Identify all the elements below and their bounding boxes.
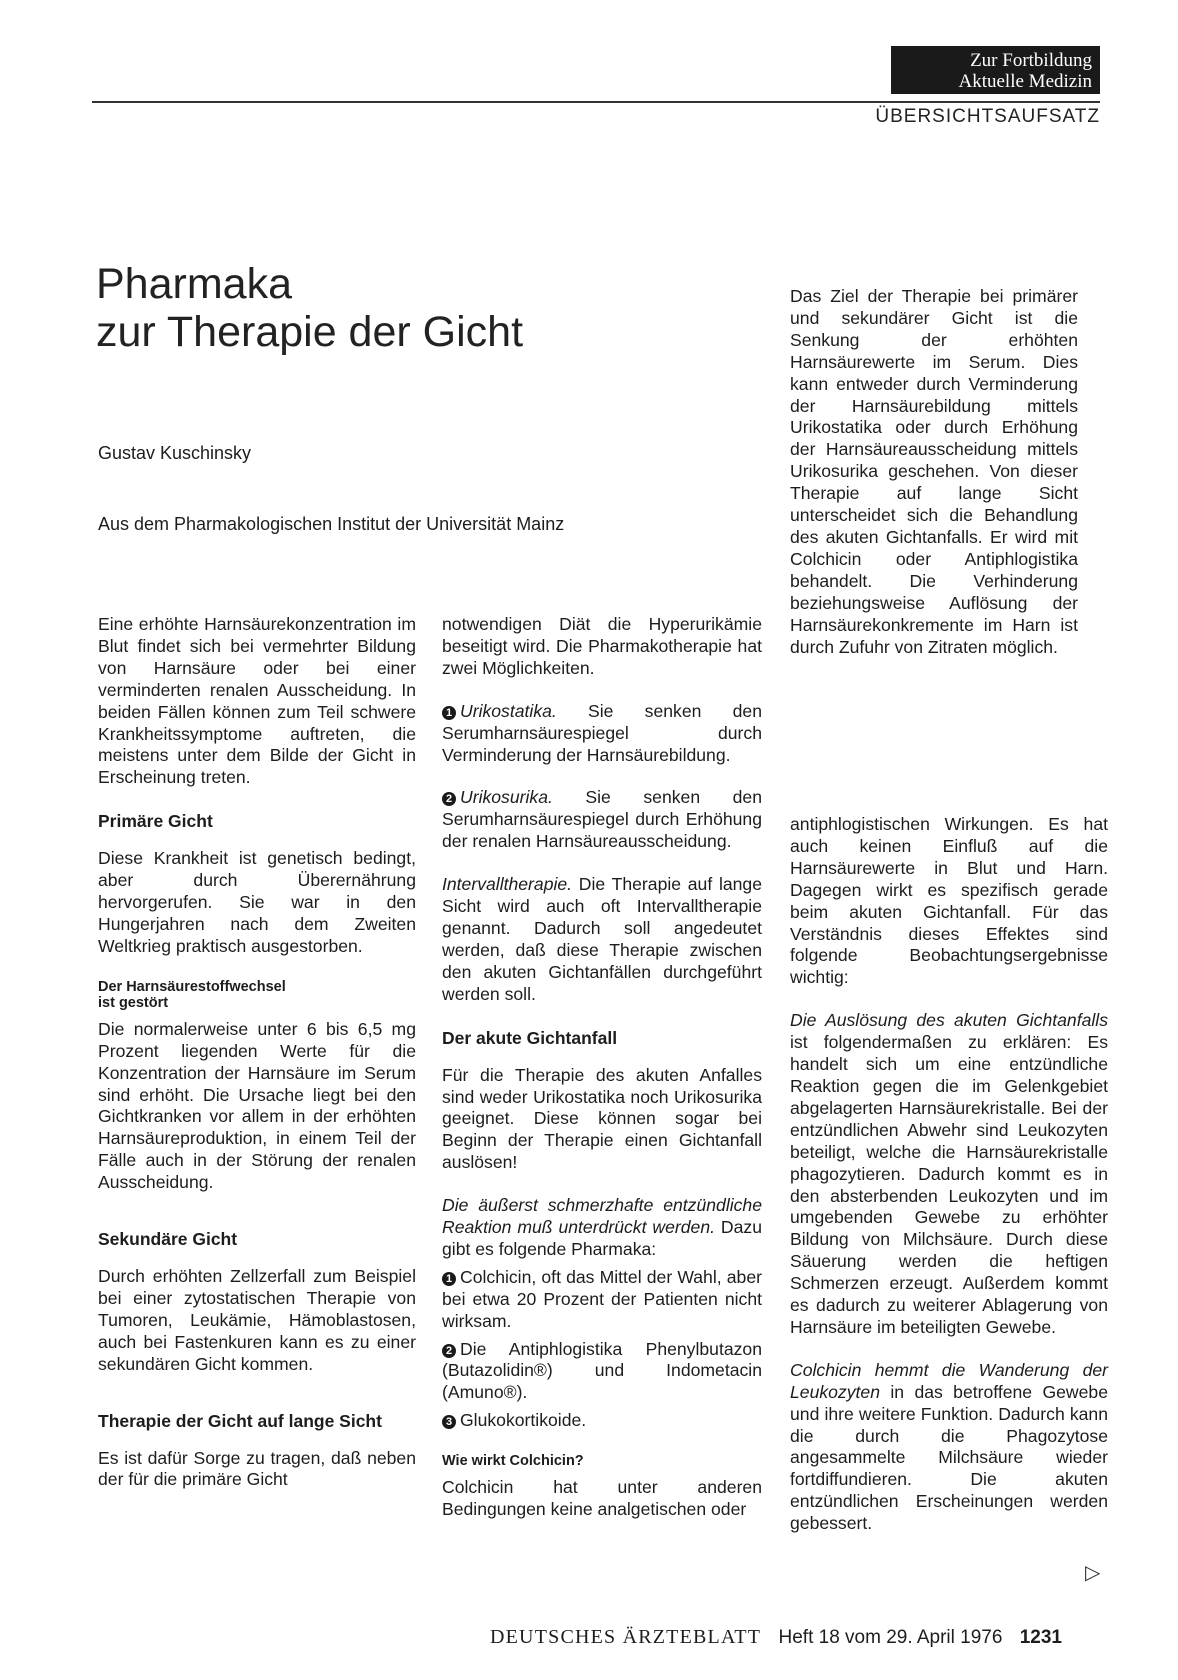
term-ausloesung: Die Auslösung des akuten Gichtanfalls: [790, 1010, 1108, 1031]
paragraph-antiphlogistisch: antiphlogistischen Wirkungen. Es hat auch keinen Einfluß auf die Harnsäurewerte in Blut und Harn. Dagegen wirkt es spezifisch gerade beim akuten Gichtanfall. Für das Verständnis dieses Effektes sind folgende Beobachtungsergebnisse wichtig:: [790, 814, 1108, 988]
text-wanderung: in das betroffene Gewebe und ihre weitere Funktion. Dadurch kann die durch die Phagozytose angesammelte Milchsäure wieder fortdiffundieren. Die akuten entzündlichen Erscheinungen werden gebessert.: [790, 1381, 1108, 1534]
text-ausloesung: ist folgendermaßen zu erklären: Es handelt sich um eine entzündliche Reaktion gegen die im Gelenkgebiet abgelagerten Harnsäurekristalle. Bei der entzündlichen Abwehr sind Leukozyten beteiligt, welche die Harnsäurekristalle phagozytieren. Dadurch kommt es in den absterbenden Leukozyten und im umgebenden Gewebe zu erhöhter Bildung von Milchsäure. Durch diese Säuerung werden die heftigen Schmerzen erzeugt. Außerdem kommt es dadurch zu weiterer Ablagerung von Harnsäure im beteiligten Gewebe.: [790, 1032, 1108, 1337]
page-number: 1231: [1019, 1627, 1062, 1648]
text-urikostatika: Sie senken den Serumharnsäurespiegel durch Verminderung der Harnsäurebildung.: [442, 700, 762, 765]
text-list-2: Die Antiphlogistika Phenylbutazon (Butazolidin®) und Indometacin (Amuno®).: [442, 1338, 762, 1403]
header-rule: [92, 101, 1100, 103]
number-1-icon: 1: [442, 706, 456, 720]
title-line-2: zur Therapie der Gicht: [96, 308, 524, 356]
issue-info: Heft 18 vom 29. April 1976: [778, 1627, 1003, 1648]
number-2-icon: 2: [442, 1344, 456, 1358]
paragraph-intervalltherapie: [442, 874, 762, 1005]
heading-akuter-gichtanfall: Der akute Gichtanfall: [442, 1027, 618, 1048]
list-item-glukokortikoide: [442, 1410, 762, 1432]
category-badge: [891, 46, 1100, 94]
paragraph-ausloesung: [790, 1010, 1108, 1339]
list-item-antiphlogistika: [442, 1339, 762, 1405]
paragraph-primaere-gicht: Diese Krankheit ist genetisch bedingt, aber durch Überernährung hervorgerufen. Sie war in den Hungerjahren nach dem Zweiten Weltkrieg praktisch ausgestorben.: [98, 848, 416, 956]
text-intervalltherapie: Die Therapie auf lange Sicht wird auch oft Intervalltherapie genannt. Dadurch soll angedeutet werden, daß diese Therapie zwischen den akuten Gichtanfällen durchgeführt werden soll.: [442, 874, 762, 1004]
term-urikosurika: Urikosurika.: [460, 787, 553, 808]
badge-line-2: Aktuelle Medizin: [958, 71, 1092, 92]
heading-stoff-line-2: ist gestört: [98, 994, 169, 1011]
paragraph-harnsaeurestoffwechsel: Die normalerweise unter 6 bis 6,5 mg Prozent liegenden Werte für die Konzentration der Harnsäure im Serum sind erhöht. Die Ursache liegt bei den Gichtkranken vor allem in der erhöhten Harnsäureproduktion, in einem Teil der Fälle auch in der Störung der renalen Ausscheidung.: [98, 1018, 416, 1193]
number-2-icon: 2: [442, 792, 456, 806]
title-line-1: Pharmaka: [96, 260, 292, 308]
heading-primaere-gicht: Primäre Gicht: [98, 811, 213, 832]
text-urikosurika: Sie senken den Serumharnsäurespiegel durch Erhöhung der renalen Harnsäureausscheidung.: [442, 787, 762, 852]
text-list-1: Colchicin, oft das Mittel der Wahl, aber bei etwa 20 Prozent der Patienten nicht wirksam.: [442, 1266, 762, 1331]
affiliation: Aus dem Pharmakologischen Institut der Universität Mainz: [98, 514, 565, 534]
term-wanderung: Colchicin hemmt die Wanderung der Leukozyten: [790, 1359, 1108, 1402]
heading-stoff-line-1: Der Harnsäurestoffwechsel: [98, 978, 286, 995]
author: Gustav Kuschinsky: [98, 443, 252, 463]
column-3: [790, 814, 1108, 1556]
column-2: [442, 614, 762, 1542]
page-footer: [490, 1626, 1062, 1649]
paragraph-reaktion: [442, 1195, 762, 1261]
heading-wie-wirkt-colchicin: Wie wirkt Colchicin?: [442, 1453, 584, 1470]
heading-therapie-lange-sicht: Therapie der Gicht auf lange Sicht: [98, 1410, 382, 1431]
list-item-colchicin: [442, 1267, 762, 1333]
term-intervalltherapie: Intervalltherapie.: [442, 874, 573, 895]
intro-paragraph: Eine erhöhte Harnsäurekonzentration im Blut findet sich bei vermehrter Bildung von Harnsäure oder bei einer verminderten renalen Ausscheidung. In beiden Fällen können zum Teil schwere Krankheitssymptome auftreten, die meistens unter dem Bilde der Gicht in Erscheinung treten.: [98, 614, 416, 788]
paragraph-diaet: notwendigen Diät die Hyperurikämie beseitigt wird. Die Pharmakotherapie hat zwei Möglichkeiten.: [442, 614, 762, 678]
paragraph-sekundaere-gicht: Durch erhöhten Zellzerfall zum Beispiel bei einer zytostatischen Therapie von Tumoren, Leukämie, Hämoblastosen, auch bei Fastenkuren kann es zu einer sekundären Gicht kommen.: [98, 1266, 416, 1374]
abstract: Das Ziel der Therapie bei primärer und sekundärer Gicht ist die Senkung der erhöhten Harnsäurewerte im Serum. Dies kann entweder durch Verminderung der Harnsäurebildung mittels Urikostatika oder durch Erhöhung der Harnsäureausscheidung mittels Urikosurika geschehen. Von dieser Therapie auf lange Sicht unterscheidet sich die Behandlung des akuten Gichtanfalls. Er wird mit Colchicin oder Antiphlogistika behandelt. Die Verhinderung beziehungsweise Auflösung der Harnsäurekonkremente im Harn ist durch Zufuhr von Zitraten möglich.: [790, 286, 1078, 657]
abstract-column: [790, 286, 1078, 679]
paragraph-therapie-lange-sicht: Es ist dafür Sorge zu tragen, daß neben der für die primäre Gicht: [98, 1447, 416, 1490]
item-urikostatika: [442, 701, 762, 767]
heading-sekundaere-gicht: Sekundäre Gicht: [98, 1229, 238, 1250]
number-1-icon: 1: [442, 1272, 456, 1286]
paragraph-akuter-gichtanfall: Für die Therapie des akuten Anfalles sind weder Urikostatika noch Urikosurika geeignet. Diese können sogar bei Beginn der Therapie einen Gichtanfall auslösen!: [442, 1064, 762, 1173]
text-list-3: Glukokortikoide.: [460, 1410, 587, 1431]
term-reaktion: Die äußerst schmerzhafte entzündliche Reaktion muß unterdrückt werden.: [442, 1195, 762, 1238]
continue-arrow-icon: ▷: [1085, 1562, 1101, 1584]
article-title: [96, 260, 523, 356]
text-reaktion: Dazu gibt es folgende Pharmaka:: [442, 1217, 762, 1259]
column-1: [98, 614, 416, 1512]
item-urikosurika: [442, 787, 762, 853]
badge-line-1: Zur Fortbildung: [970, 50, 1092, 71]
heading-harnsaeurestoffwechsel: [98, 979, 416, 1011]
number-3-icon: 3: [442, 1415, 456, 1429]
paragraph-wanderung: [790, 1360, 1108, 1535]
paragraph-colchicin: Colchicin hat unter anderen Bedingungen keine analgetischen oder: [442, 1477, 762, 1520]
section-label: ÜBERSICHTSAUFSATZ: [875, 106, 1100, 127]
term-urikostatika: Urikostatika.: [460, 700, 557, 721]
journal-name: DEUTSCHES ÄRZTEBLATT: [490, 1626, 762, 1648]
